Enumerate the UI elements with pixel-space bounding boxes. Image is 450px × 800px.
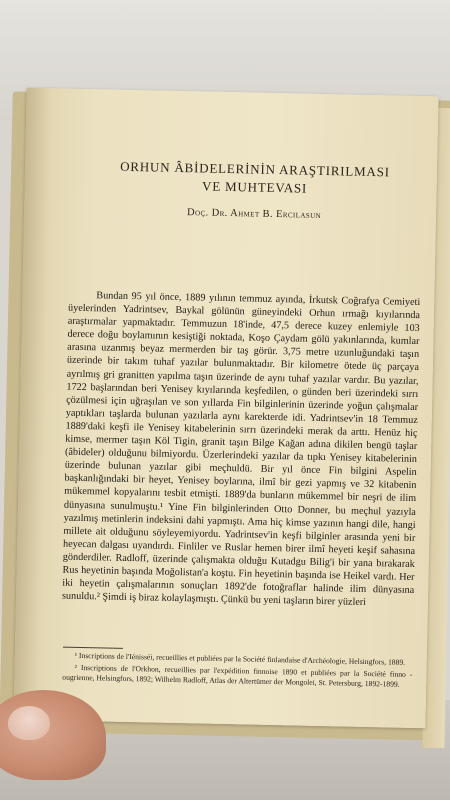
article-body: [62, 289, 421, 611]
article-title: [94, 157, 415, 200]
footnotes: [62, 651, 413, 692]
article-author: Doç. Dr. Ahmet B. Ercilasun: [186, 207, 322, 221]
footnote-1: ¹ Inscriptions de l'Iénisséi, recueillies et publiées par la Société finlandaise d'Archéologie, Helsingfors, 1889.: [74, 650, 406, 667]
body-paragraph: Bundan 95 yıl önce, 1889 yılının temmuz ayında, İrkutsk Coğrafya Cemiyeti üyelerinden Yadrintsev, Baykal gölünün güneyindeki Orhun ırmağı kıyılarında araştırmalar yapmaktadır. Temmuzun 18'inde, 47,5 derece kuzey enlemiyle 103 derece doğu boylamının kesiştiği noktada, Koşo Çaydam gölü yakınlarında, kumlar arasına uzanmış beyaz mermerden bir taş görür. 3,75 metre uzunluğundaki taşın üzerinde bir takım tuhaf yazılar bulunmaktadır. Bir kilometre ötede üç parçaya ayrılmış gri granitten yapılma taşın üzerinde de aynı tuhaf yazılar vardır. Bu yazılar, 1722 başlarından beri Yenisey kıyılarında keşfedilen, o günden beri üzerindeki sırrı çözülmesi için uğraşılan ve son yıllarda Fin bilginlerinin üzerinde yoğun çalışmalar yaptıkları taşlarda bulunan yazılarla aynı karekterde idi. Yadrintsev'in 18 Temmuz 1889'daki keşfi ile Yenisey kitabelerinin sırrı üzerindeki merak da arttı. Henüz hiç kimse, mermer taşın Köl Tigin, granit taşın Bilge Kağan adına dikilen bengü taşlar (âbideler) olduğunu bilmiyordu. Üzerlerindeki yazılar da tıpkı Yenisey kitabelerinin üzerinde bulunan yazılar gibi meçhuldü. Bir yıl önce Fin bilgini Aspelin başkanlığındaki bir heyet, Yenisey boylarına, ilmî bir gezi yapmış ve 32 kitabenin mükemmel kopyalarını tesbit etmişti. 1889'da bunların mükemmel bir neşri de ilim dünyasına sunulmuştu.¹ Yine Fin bilginlerinden Otto Donner, bu meçhul yazıyla yazılmış metinlerin indeksini dahi yapmıştı. Ama hiç kimse yazının hangi dile, hangi millete ait olduğunu söyleyemiyordu. Yadrintsev'in keşfi bilginler arasında yeni bir heyecan dalgası uyandırdı. Finliler ve Ruslar hemen birer ilmî heyeti keşif sahasına gönderdiler. Radloff, üzerinde çalışmakta olduğu Kutadgu Bilig'i bir yana bırakarak Rus heyetinin başında Moğolistan'a koştu. Fin heyetinin başında ise Heikel vardı. Her iki heyetin çalışmalarının sonuçları 1892'de fotoğraflar halinde ilim dünyasına sunuldu.² Şimdi iş biraz kolaylaşmıştı. Çünkü bu yeni taşların birer yüzleri: [61, 290, 421, 609]
article-title-line-2: VE MUHTEVASI: [201, 178, 308, 196]
footnote-divider: [63, 647, 123, 649]
article-title-line-1: ORHUN ÂBİDELERİNİN ARAŞTIRILMASI: [120, 158, 390, 180]
footnote-2: ² Inscriptions de l'Orkhon, recueillies par l'expédition finnoise 1890 et publiées par la Société finno - ougrienne, Helsingfors, 1892; Wilhelm Radloff, Atlas der Altertümer der Mongolei, St. Petersburg, 1892-1899.: [62, 662, 413, 689]
thumbnail: [8, 706, 50, 740]
book-page: [13, 88, 438, 728]
